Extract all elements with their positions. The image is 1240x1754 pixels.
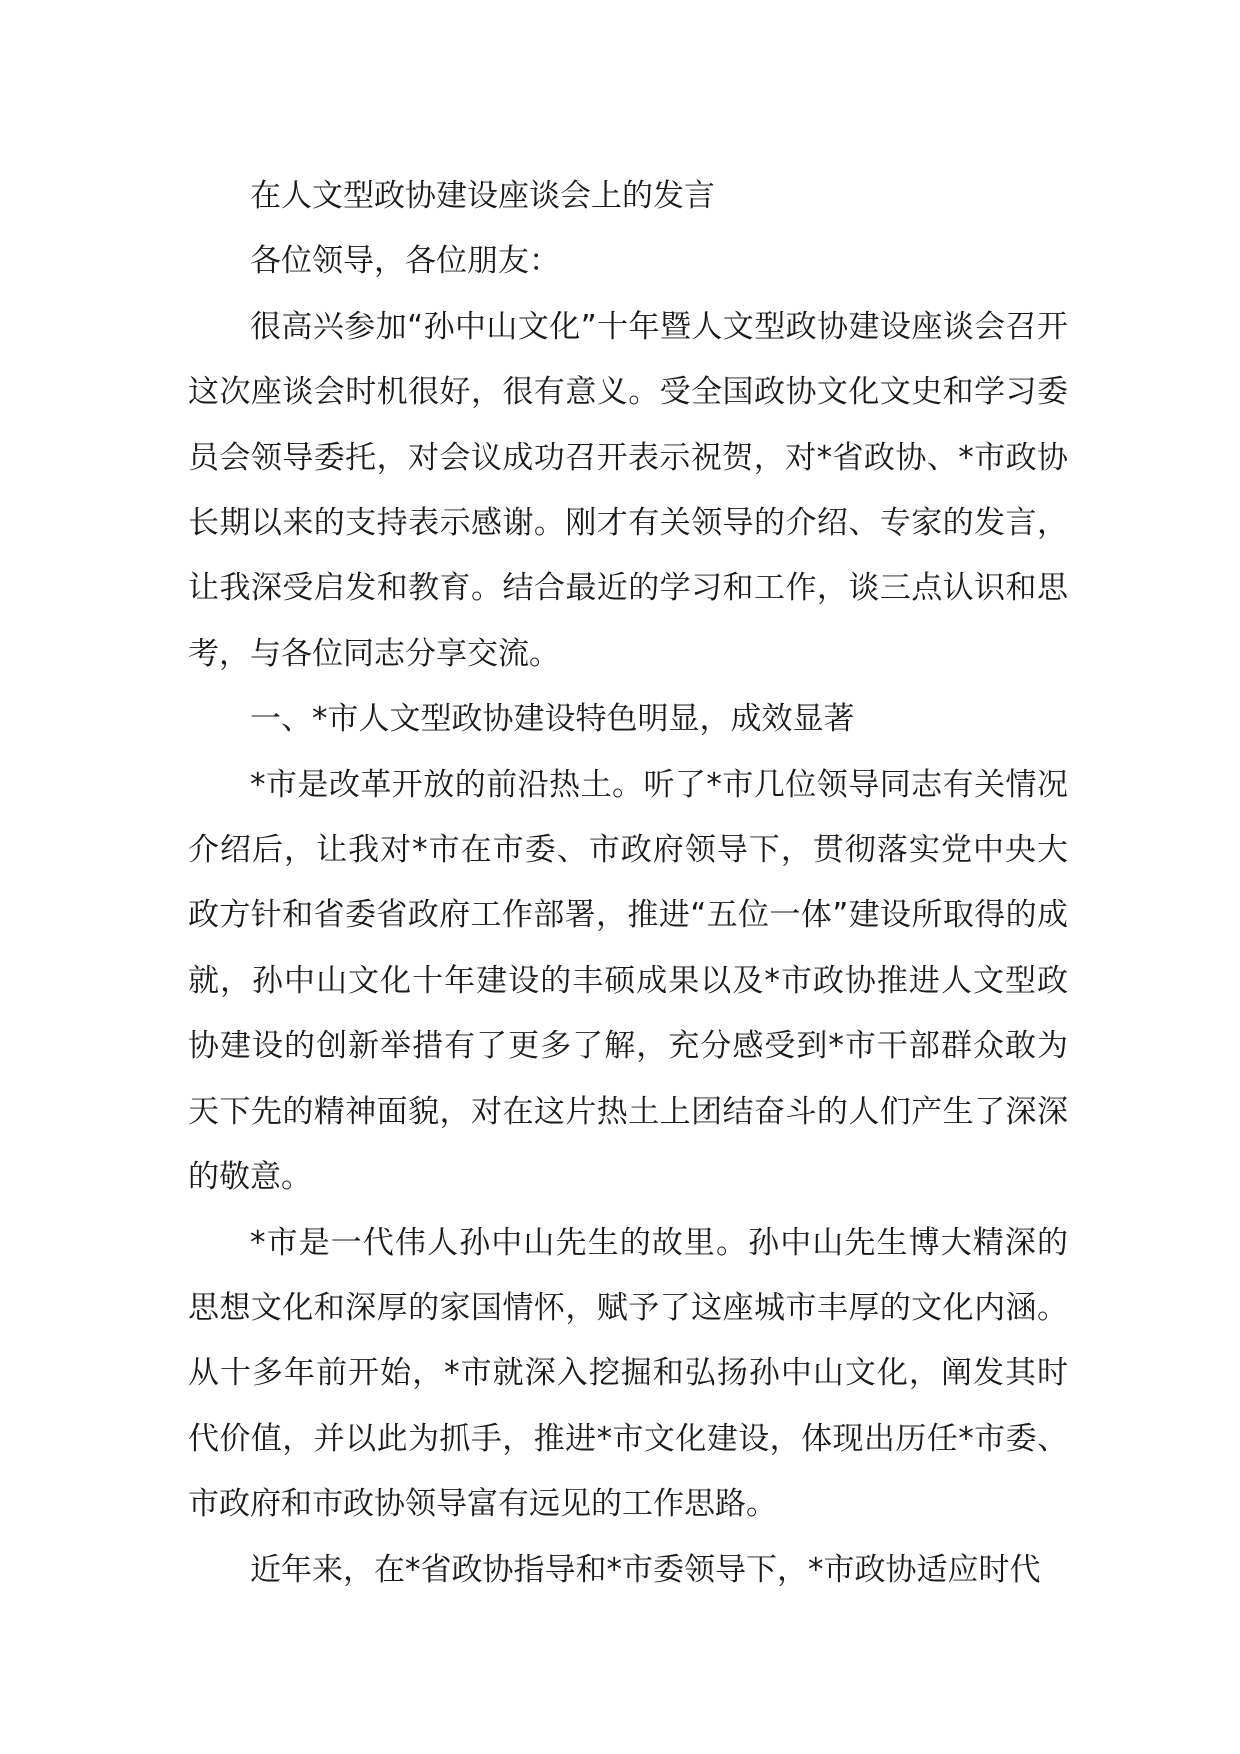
section-heading-1: 一、*市人文型政协建设特色明显，成效显著 bbox=[250, 701, 855, 738]
paragraph-recent-years: 近年来，在*省政协指导和*市委领导下，*市政协适应时代 bbox=[250, 1551, 1041, 1588]
paragraph-hometown: *市是一代伟人孙中山先生的故里。孙中山先生博大精深的思想文化和深厚的家国情怀，赋予了这座城市丰厚的文化内涵。从十多年前开始，*市就深入挖掘和弘扬孙中山文化，阐发其时代价值，并以此为抓手，推进*市文化建设，体现出历任*市委、市政府和市政协领导富有远见的工作思路。 bbox=[188, 1224, 1068, 1523]
paragraph-reform: *市是改革开放的前沿热土。听了*市几位领导同志有关情况介绍后，让我对*市在市委、市政府领导下，贯彻落实党中央大政方针和省委省政府工作部署，推进“五位一体”建设所取得的成就，孙中山文化十年建设的丰硕成果以及*市政协推进人文型政协建设的创新举措有了更多了解，充分感受到*市干部群众敢为天下先的精神面貌，对在这片热土上团结奋斗的人们产生了深深的敬意。 bbox=[188, 766, 1068, 1196]
salutation: 各位领导，各位朋友： bbox=[250, 243, 560, 280]
paragraph-opening: 很高兴参加“孙中山文化”十年暨人文型政协建设座谈会召开这次座谈会时机很好，很有意义。受全国政协文化文史和学习委员会领导委托，对会议成功召开表示祝贺，对*省政协、*市政协长期以来的支持表示感谢。刚才有关领导的介绍、专家的发言，让我深受启发和教育。结合最近的学习和工作，谈三点认识和思考，与各位同志分享交流。 bbox=[188, 308, 1068, 672]
document-body bbox=[188, 164, 1068, 1603]
speech-title: 在人文型政协建设座谈会上的发言 bbox=[250, 178, 715, 214]
